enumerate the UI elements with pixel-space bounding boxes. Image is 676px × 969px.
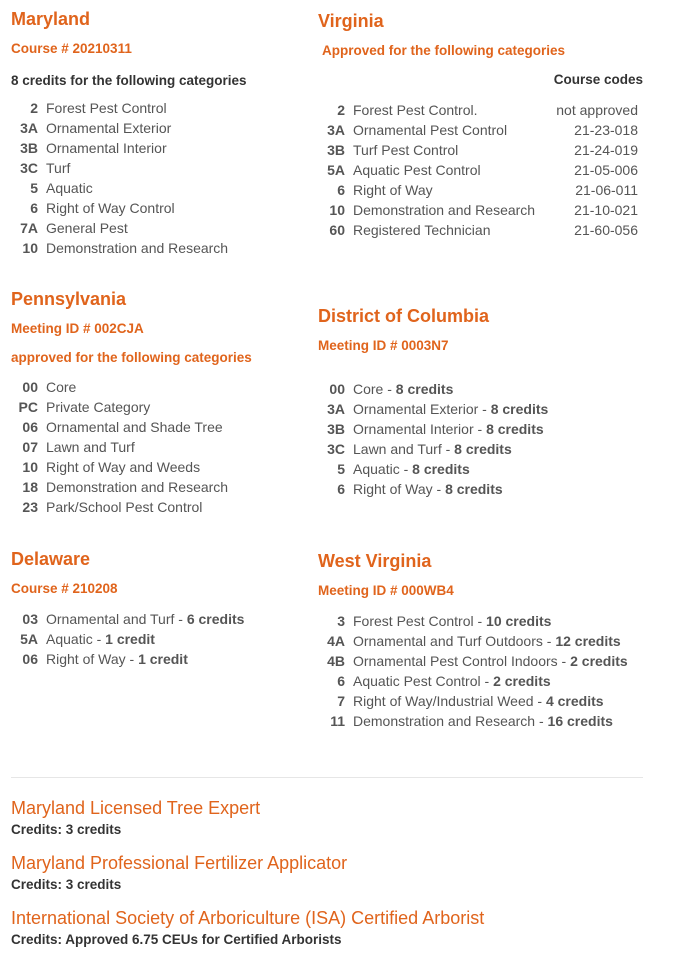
course-code: 21-23-018 (574, 122, 638, 138)
pennsylvania-meeting: Meeting ID # 002CJA (11, 321, 144, 336)
category-code: 6 (337, 481, 345, 497)
category-label: Ornamental Interior - (353, 421, 487, 437)
course-code: 21-06-011 (575, 182, 638, 198)
category-desc (46, 118, 171, 138)
category-desc (46, 178, 93, 198)
category-label: Lawn and Turf (46, 439, 135, 455)
category-item (318, 100, 638, 120)
cert-title-link[interactable]: Maryland Professional Fertilizer Applicator (11, 853, 348, 873)
category-code: 6 (337, 182, 345, 198)
category-item (318, 691, 648, 711)
category-desc (353, 691, 604, 711)
west-virginia-meeting: Meeting ID # 000WB4 (318, 583, 454, 598)
category-code: 60 (329, 222, 345, 238)
virginia-codes-header: Course codes (553, 72, 643, 87)
pennsylvania-title: Pennsylvania (11, 289, 127, 309)
category-desc (353, 100, 478, 120)
category-code: 07 (22, 439, 38, 455)
category-desc (353, 140, 458, 160)
category-desc (46, 629, 155, 649)
category-item (318, 419, 643, 439)
category-code: 3C (20, 160, 38, 176)
category-code: 5 (30, 180, 38, 196)
cert-item (11, 798, 651, 853)
category-code: 00 (329, 381, 345, 397)
category-desc (353, 439, 512, 459)
pennsylvania-approved: approved for the following categories (11, 350, 252, 365)
category-code: 06 (22, 419, 38, 435)
category-label: Right of Way - (353, 481, 446, 497)
west-virginia-title: West Virginia (318, 551, 432, 571)
category-label: Ornamental Pest Control (353, 122, 508, 138)
delaware-course: Course # 210208 (11, 581, 118, 596)
category-desc (353, 611, 551, 631)
category-code: 2 (337, 102, 345, 118)
category-label: Ornamental and Turf Outdoors - (353, 633, 556, 649)
dc-list (318, 379, 643, 499)
category-credits: 2 credits (493, 673, 551, 689)
category-desc (353, 711, 613, 731)
maryland-list (11, 98, 311, 258)
category-label: Core (46, 379, 77, 395)
category-code: 6 (30, 200, 38, 216)
category-item (11, 198, 311, 218)
category-code: 03 (22, 611, 38, 627)
category-item (11, 497, 311, 517)
category-code: 5A (20, 631, 38, 647)
category-item (11, 118, 311, 138)
category-item (11, 477, 311, 497)
category-item (318, 479, 643, 499)
category-code: 10 (22, 459, 38, 475)
category-desc (353, 200, 535, 220)
cert-credits: Credits: Approved 6.75 CEUs for Certified Arborists (11, 932, 342, 947)
maryland-section (11, 9, 311, 258)
category-item (11, 397, 311, 417)
category-desc (353, 399, 548, 419)
cert-item (11, 853, 651, 908)
category-label: Demonstration and Research (46, 240, 229, 256)
west-virginia-list (318, 611, 648, 731)
category-code: 7A (20, 220, 38, 236)
certifications (11, 798, 651, 947)
category-credits: 4 credits (545, 693, 604, 709)
category-item (11, 238, 311, 258)
category-item (11, 629, 311, 649)
category-item (11, 437, 311, 457)
category-label: Park/School Pest Control (46, 499, 203, 515)
category-desc (46, 397, 150, 417)
category-label: Right of Way/Industrial Weed - (353, 693, 546, 709)
pennsylvania-list (11, 377, 311, 517)
cert-item (11, 908, 651, 947)
category-desc (46, 98, 167, 118)
cert-title-link[interactable]: Maryland Licensed Tree Expert (11, 798, 261, 818)
category-label: Aquatic Pest Control (353, 162, 481, 178)
category-item (11, 457, 311, 477)
category-desc (353, 671, 551, 691)
category-desc (353, 220, 491, 240)
category-desc (46, 477, 228, 497)
dc-section (318, 306, 643, 499)
category-code: 7 (337, 693, 345, 709)
category-item (318, 160, 638, 180)
dc-meeting: Meeting ID # 0003N7 (318, 338, 449, 353)
category-item (11, 649, 311, 669)
category-item (318, 631, 648, 651)
course-code: 21-24-019 (574, 142, 638, 158)
west-virginia-section (318, 551, 648, 731)
virginia-section (318, 11, 643, 240)
cert-credits: Credits: 3 credits (11, 877, 122, 892)
category-label: Ornamental Exterior (46, 120, 172, 136)
category-desc (353, 479, 503, 499)
course-code: 21-60-056 (574, 222, 638, 238)
category-label: Ornamental Exterior - (353, 401, 491, 417)
category-label: Ornamental and Shade Tree (46, 419, 223, 435)
category-item (11, 98, 311, 118)
section-divider (11, 777, 643, 778)
category-item (11, 138, 311, 158)
category-desc (353, 419, 544, 439)
course-code: 21-10-021 (574, 202, 638, 218)
category-code: 10 (329, 202, 345, 218)
category-credits: 8 credits (445, 481, 503, 497)
category-item (318, 120, 638, 140)
category-code: 3 (337, 613, 345, 629)
category-label: Right of Way - (46, 651, 139, 667)
category-label: Ornamental Pest Control Indoors - (353, 653, 571, 669)
cert-title-link[interactable]: International Society of Arboriculture (ISA) Certified Arborist (11, 908, 485, 928)
delaware-section (11, 549, 311, 669)
category-desc (353, 120, 507, 140)
category-code: PC (18, 399, 38, 415)
category-code: 23 (22, 499, 38, 515)
category-desc (46, 218, 128, 238)
category-desc (353, 459, 470, 479)
category-desc (46, 649, 188, 669)
category-label: Ornamental and Turf - (46, 611, 187, 627)
category-credits: 8 credits (486, 421, 544, 437)
course-code: not approved (556, 102, 638, 118)
category-credits: 8 credits (454, 441, 512, 457)
course-code: 21-05-006 (574, 162, 638, 178)
category-item (11, 178, 311, 198)
category-desc (46, 138, 167, 158)
delaware-list (11, 609, 311, 669)
delaware-title: Delaware (11, 549, 91, 569)
category-item (318, 671, 648, 691)
category-desc (353, 160, 481, 180)
category-desc (46, 238, 228, 258)
category-label: Forest Pest Control (46, 100, 167, 116)
category-label: Turf (46, 160, 71, 176)
category-item (318, 379, 643, 399)
category-desc (46, 609, 244, 629)
category-code: 00 (22, 379, 38, 395)
category-desc (46, 497, 202, 517)
pennsylvania-section (11, 289, 311, 517)
category-credits: 8 credits (490, 401, 549, 417)
category-label: Aquatic - (46, 631, 106, 647)
category-credits: 2 credits (570, 653, 628, 669)
category-desc (353, 631, 621, 651)
category-label: Right of Way Control (46, 200, 175, 216)
category-label: Aquatic Pest Control - (353, 673, 494, 689)
category-item (11, 377, 311, 397)
category-desc (46, 158, 70, 178)
category-label: Forest Pest Control. (353, 102, 478, 118)
category-item (318, 180, 638, 200)
category-item (318, 459, 643, 479)
category-label: Turf Pest Control (353, 142, 459, 158)
category-item (11, 158, 311, 178)
category-desc (46, 198, 175, 218)
category-credits: 6 credits (186, 611, 245, 627)
category-code: 3A (20, 120, 38, 136)
category-item (318, 611, 648, 631)
cert-credits: Credits: 3 credits (11, 822, 122, 837)
category-label: Demonstration and Research (353, 202, 536, 218)
category-credits: 12 credits (555, 633, 621, 649)
category-credits: 1 credit (138, 651, 188, 667)
category-code: 6 (337, 673, 345, 689)
category-desc (353, 379, 453, 399)
category-label: Registered Technician (353, 222, 491, 238)
category-credits: 10 credits (486, 613, 552, 629)
category-desc (353, 651, 628, 671)
maryland-course: Course # 20210311 (11, 41, 132, 56)
category-label: Aquatic (46, 180, 93, 196)
virginia-approved: Approved for the following categories (322, 43, 566, 58)
category-item (11, 609, 311, 629)
category-code: 4B (327, 653, 345, 669)
category-item (11, 218, 311, 238)
virginia-list (318, 100, 638, 240)
category-code: 3B (327, 421, 345, 437)
category-label: Demonstration and Research - (353, 713, 548, 729)
category-code: 3B (327, 142, 345, 158)
category-item (11, 417, 311, 437)
category-desc (46, 437, 135, 457)
category-desc (353, 180, 433, 200)
category-code: 3A (327, 401, 345, 417)
category-credits: 1 credit (105, 631, 155, 647)
category-label: General Pest (46, 220, 128, 236)
category-label: Demonstration and Research (46, 479, 229, 495)
category-code: 3C (327, 441, 345, 457)
category-code: 4A (327, 633, 345, 649)
category-code: 06 (22, 651, 38, 667)
maryland-title: Maryland (11, 9, 91, 29)
category-item (318, 399, 643, 419)
dc-title: District of Columbia (318, 306, 490, 326)
category-code: 3B (20, 140, 38, 156)
category-credits: 8 credits (395, 381, 454, 397)
category-label: Right of Way and Weeds (46, 459, 201, 475)
category-label: Right of Way (353, 182, 433, 198)
category-item (318, 140, 638, 160)
category-label: Core - (353, 381, 396, 397)
category-item (318, 200, 638, 220)
category-code: 3A (327, 122, 345, 138)
category-label: Forest Pest Control - (353, 613, 487, 629)
category-credits: 16 credits (547, 713, 613, 729)
category-desc (46, 377, 76, 397)
category-label: Lawn and Turf - (353, 441, 455, 457)
category-label: Private Category (46, 399, 151, 415)
category-item (318, 439, 643, 459)
category-code: 5 (337, 461, 345, 477)
virginia-title: Virginia (318, 11, 384, 31)
category-item (318, 711, 648, 731)
category-label: Ornamental Interior (46, 140, 167, 156)
category-desc (46, 417, 223, 437)
category-code: 18 (22, 479, 38, 495)
category-label: Aquatic - (353, 461, 413, 477)
category-code: 11 (330, 713, 345, 729)
category-credits: 8 credits (412, 461, 470, 477)
category-code: 2 (30, 100, 38, 116)
category-desc (46, 457, 200, 477)
category-item (318, 220, 638, 240)
maryland-intro: 8 credits for the following categories (11, 73, 247, 88)
category-code: 5A (327, 162, 345, 178)
category-code: 10 (22, 240, 38, 256)
category-item (318, 651, 648, 671)
